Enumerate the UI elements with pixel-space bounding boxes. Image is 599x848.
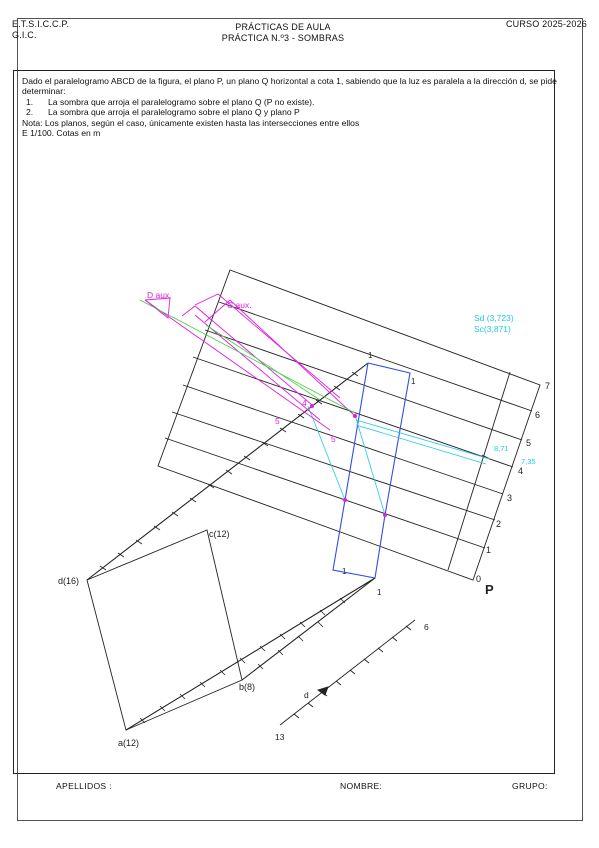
direction-start-label: 13 — [275, 732, 285, 742]
dim-8-71: 8,71 — [494, 444, 509, 453]
statement-scale: E 1/100. Cotas en m — [22, 128, 101, 139]
contour-4: 4 — [518, 466, 524, 476]
parallelogram-abcd — [87, 530, 242, 730]
contour-5: 5 — [526, 438, 532, 448]
mark-1-right: 1 — [411, 377, 416, 386]
mark-4: 4 — [302, 398, 307, 408]
name-field: NOMBRE: — [340, 781, 383, 791]
cyan-construction — [308, 406, 490, 515]
item-text: La sombra que arroja el paralelogramo sobre el plano Q y plano P — [48, 107, 300, 118]
school-name: E.T.S.I.C.C.P. — [12, 19, 70, 29]
d-aux-label: D aux. — [147, 290, 172, 300]
mark-1-top: 1 — [368, 351, 373, 360]
sd-value: Sd (3,723) — [474, 313, 514, 323]
mark-1-bottom: 1 — [377, 588, 382, 597]
item-number: 2. — [26, 107, 34, 118]
course-label: CURSO 2025-2026 — [505, 19, 587, 29]
direction-d-label: d — [304, 690, 309, 700]
contour-0: 0 — [476, 574, 482, 584]
statement-intro: Dado el paralelogramo ABCD de la figura, el plano P, un plano Q horizontal a cota 1, sabiendo que la luz es paralela a la dirección d, se pide determinar: — [22, 76, 557, 97]
vertex-d-label: d(16) — [58, 576, 80, 586]
contour-7: 7 — [545, 381, 551, 391]
item-text: La sombra que arroja el paralelogramo sobre el plano Q (P no existe). — [48, 96, 315, 107]
direction-end-label: 6 — [424, 622, 429, 632]
plane-label: P — [485, 582, 494, 597]
mark-5-low: 5 — [331, 434, 336, 444]
surname-field: APELLIDOS : — [56, 781, 112, 791]
contour-6: 6 — [535, 410, 541, 420]
magenta-points — [310, 404, 387, 517]
group-field: GRUPO: — [512, 781, 548, 791]
degree-name: G.I.C. — [12, 30, 37, 40]
light-rays — [87, 363, 375, 730]
statement-note: Nota: Los planos, según el caso, únicamente existen hasta las intersecciones entre ellos — [22, 117, 360, 128]
item-number: 1. — [26, 96, 34, 107]
contour-2: 2 — [496, 519, 502, 529]
vertex-labels — [58, 529, 255, 748]
title-line2: PRÁCTICA N.º3 - SOMBRAS — [221, 33, 345, 43]
vertex-b-label: b(8) — [239, 682, 256, 692]
title-line1: PRÁCTICAS DE AULA — [235, 22, 331, 32]
mark-5-left: 5 — [275, 416, 280, 426]
vertex-c-label: c(12) — [209, 529, 230, 539]
vertex-a-label: a(12) — [118, 738, 140, 748]
dim-7-35: 7,35 — [521, 457, 536, 466]
sc-value: Sc(3,871) — [474, 324, 511, 334]
magenta-auxiliary — [145, 294, 355, 430]
contour-1: 1 — [486, 545, 492, 555]
ray-graduation-ticks — [100, 372, 358, 723]
ray-marks — [342, 351, 416, 597]
c-aux-label: C aux. — [227, 300, 252, 310]
direction-labels — [275, 622, 429, 742]
mark-1-lower: 1 — [342, 567, 347, 576]
green-auxiliary — [140, 300, 355, 413]
contour-3: 3 — [507, 493, 513, 503]
auxiliary-labels — [147, 290, 336, 444]
